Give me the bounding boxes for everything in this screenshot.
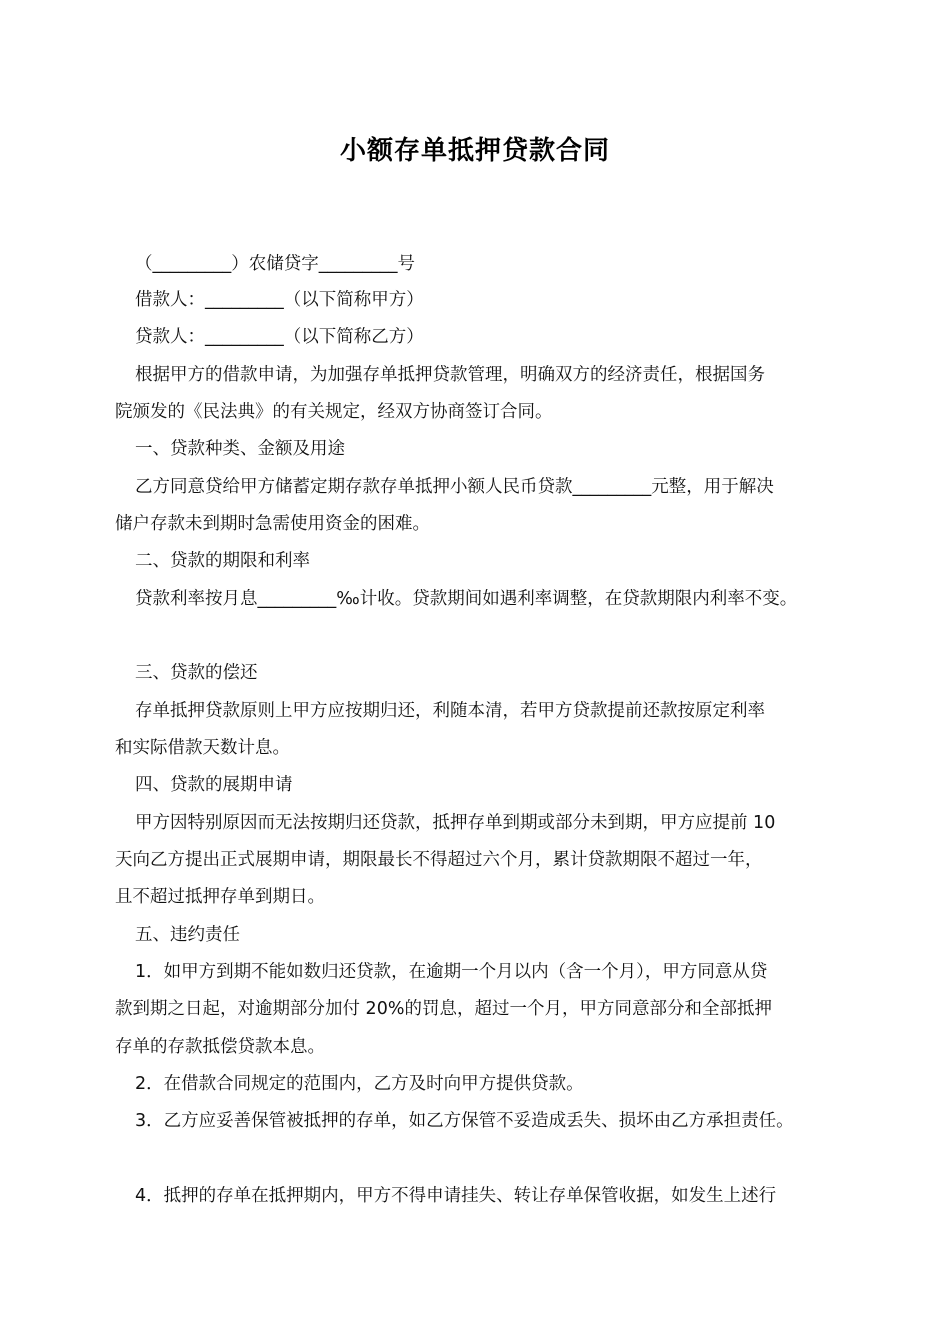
lender-line: 贷款人：_________（以下简称乙方） [135, 327, 424, 347]
clause-2-line-1: 2．在借款合同规定的范围内，乙方及时向甲方提供贷款。 [135, 1074, 584, 1094]
clause-3-line-1: 3．乙方应妥善保管被抵押的存单，如乙方保管不妥造成丢失、损坏由乙方承担责任。 [135, 1111, 794, 1131]
section-4-line-3: 且不超过抵押存单到期日。 [115, 887, 325, 907]
preamble-line-1: 根据甲方的借款申请，为加强存单抵押贷款管理，明确双方的经济责任，根据国务 [135, 365, 765, 385]
clause-4-line-1: 4．抵押的存单在抵押期内，甲方不得申请挂失、转让存单保管收据，如发生上述行 [135, 1186, 777, 1206]
section-4-line-2: 天向乙方提出正式展期申请，期限最长不得超过六个月，累计贷款期限不超过一年， [115, 850, 763, 870]
contract-number-line: （_________）农储贷字_________号 [135, 254, 415, 274]
document-title: 小额存单抵押贷款合同 [339, 136, 610, 166]
section-2-heading: 二、贷款的期限和利率 [135, 551, 310, 571]
section-5-heading: 五、违约责任 [135, 925, 240, 945]
preamble-line-2: 院颁发的《民法典》的有关规定，经双方协商签订合同。 [115, 402, 553, 422]
clause-1-line-1: 1．如甲方到期不能如数归还贷款，在逾期一个月以内（含一个月），甲方同意从贷 [135, 962, 768, 982]
section-1-heading: 一、贷款种类、金额及用途 [135, 439, 345, 459]
section-2-line-1: 贷款利率按月息_________‰计收。贷款期间如遇利率调整，在贷款期限内利率不变。 [135, 589, 798, 609]
section-4-line-1: 甲方因特别原因而无法按期归还贷款，抵押存单到期或部分未到期，甲方应提前 10 [135, 813, 776, 833]
section-1-line-1: 乙方同意贷给甲方储蓄定期存款存单抵押小额人民币贷款_________元整，用于解决 [135, 477, 774, 497]
section-1-line-2: 储户存款未到期时急需使用资金的困难。 [115, 514, 430, 534]
clause-1-line-3: 存单的存款抵偿贷款本息。 [115, 1037, 325, 1057]
section-3-line-2: 和实际借款天数计息。 [115, 738, 290, 758]
section-3-line-1: 存单抵押贷款原则上甲方应按期归还，利随本清，若甲方贷款提前还款按原定利率 [135, 701, 765, 721]
clause-1-line-2: 款到期之日起，对逾期部分加付 20%的罚息，超过一个月，甲方同意部分和全部抵押 [115, 999, 772, 1019]
section-3-heading: 三、贷款的偿还 [135, 663, 258, 683]
section-4-heading: 四、贷款的展期申请 [135, 775, 293, 795]
borrower-line: 借款人：_________（以下简称甲方） [135, 290, 424, 310]
